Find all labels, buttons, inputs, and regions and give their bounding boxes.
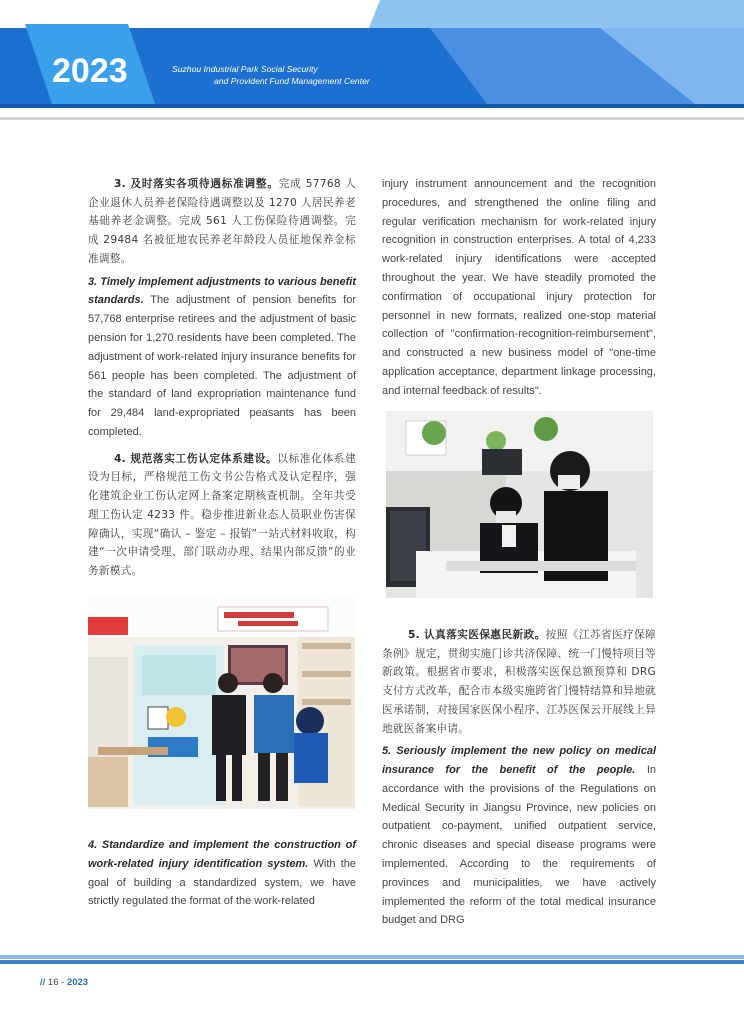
section4-en-paragraph — [88, 836, 356, 911]
header-year: 2023 — [52, 52, 128, 90]
page-footer — [40, 977, 88, 988]
right-column-top — [382, 175, 656, 401]
org-line-1: Suzhou Industrial Park Social Security — [172, 64, 318, 74]
footer-separator: - — [58, 977, 67, 988]
section3-cn-paragraph — [88, 175, 356, 269]
section4-en-title: 4. Standardize and implement the construction of work-related injury identification system. — [88, 839, 356, 870]
footer-year: 2023 — [66, 977, 89, 988]
section3-en-title: 3. Timely implement adjustments to various benefit standards. — [88, 275, 356, 307]
right-column-bottom — [382, 626, 656, 930]
page-header — [0, 0, 744, 120]
page-number: 16 — [47, 977, 59, 988]
section4-cn-paragraph — [88, 450, 356, 581]
left-column-bottom — [88, 836, 356, 911]
section5-en-title: 5. Seriously implement the new policy on medical insurance for the benefit of the people. — [382, 745, 656, 777]
photo-service-counter — [88, 597, 355, 809]
office-workers-illustration — [386, 411, 653, 598]
section3-en-body: The adjustment of pension benefits for 57,768 enterprise retirees and the adjustment of basic pension for 1,270 residents have been completed. The adjustment of work-related injury insurance benefits for 561 people has been completed. The adjustment of the standard of land expropriation maintenance fund for 29,484 land-expropriated peasants has been completed. — [88, 294, 356, 438]
service-counter-illustration — [88, 597, 355, 809]
section3-cn-title: 3. 及时落实各项待遇标准调整。 — [114, 178, 279, 190]
footer-marker: // — [40, 977, 46, 988]
section3-cn-body: 完成 57768 人企业退休人员养老保险待遇调整以及 1270 人居民养老基础养老金调整。完成 561 人工伤保险待遇调整。完成 29484 名被征地农民养老年龄段人员征地保养金标准调整。 — [88, 178, 357, 265]
section5-en-body: In accordance with the provisions of the Regulations on Medical Security in Jiangsu Province, new policies on outpatient co-payment, unified outpatient service, chronic diseases and special disease programs were implemented. According to the requirements of provinces and municipalities, we have actively implemented the reform of the total medical insurance budget and DRG — [382, 764, 656, 927]
section4-cn-title: 4. 规范落实工伤认定体系建设。 — [114, 452, 278, 465]
left-column-top — [88, 175, 356, 581]
section3-en-paragraph — [88, 273, 356, 442]
header-divider — [0, 117, 744, 120]
photo-office-workers — [386, 411, 653, 598]
org-line-2: and Provident Fund Management Center — [214, 76, 370, 86]
section5-cn-title: 5. 认真落实医保惠民新政。 — [408, 629, 546, 641]
section5-cn-paragraph — [382, 626, 656, 738]
footer-divider-dark — [0, 960, 744, 964]
section5-cn-body: 按照《江苏省医疗保障条例》规定，贯彻实施门诊共济保障、统一门慢特项目等新政策。根据省市要求，积极落实医保总额预算和 DRG 支付方式改革，配合市本级实施跨省门慢特结算和异地就医承诺制，对接国家医保小程序、江苏医保云开展线上异地就医备案申请。 — [382, 629, 656, 735]
section4-cn-body: 以标准化体系建设为目标，严格规范工伤文书公告格式及认定程序，强化建筑企业工伤认定网上备案定期核查机制。全年共受理工伤认定 4233 件。稳步推进新业态人员职业伤害保障确认，实现“确认 – 鉴定 – 报销”一站式材料收取，构建“一次申请受理、部门联动办理、结果内部反馈”的业务新模式。 — [88, 452, 356, 577]
section4-en-continued: injury instrument announcement and the recognition procedures, and strengthened the online filing and regular verification mechanism for work-related injury recognition in construction enterprises. A total of 4,233 work-related injury identifications were accepted throughout the year. We have steadily promoted the confirmation of occupational injury protection for personnel in new formats, realized one-stop material collection of "confirmation-recognition-reimbursement", and constructed a new business model of "one-time application acceptance, department linkage processing, and internal feedback of results". — [382, 178, 656, 397]
section5-en-paragraph — [382, 742, 656, 930]
header-organization — [172, 63, 370, 87]
footer-divider-light — [0, 955, 744, 959]
section4-en-body: With the goal of building a standardized system, we have strictly regulated the format of the work-related — [88, 857, 356, 908]
